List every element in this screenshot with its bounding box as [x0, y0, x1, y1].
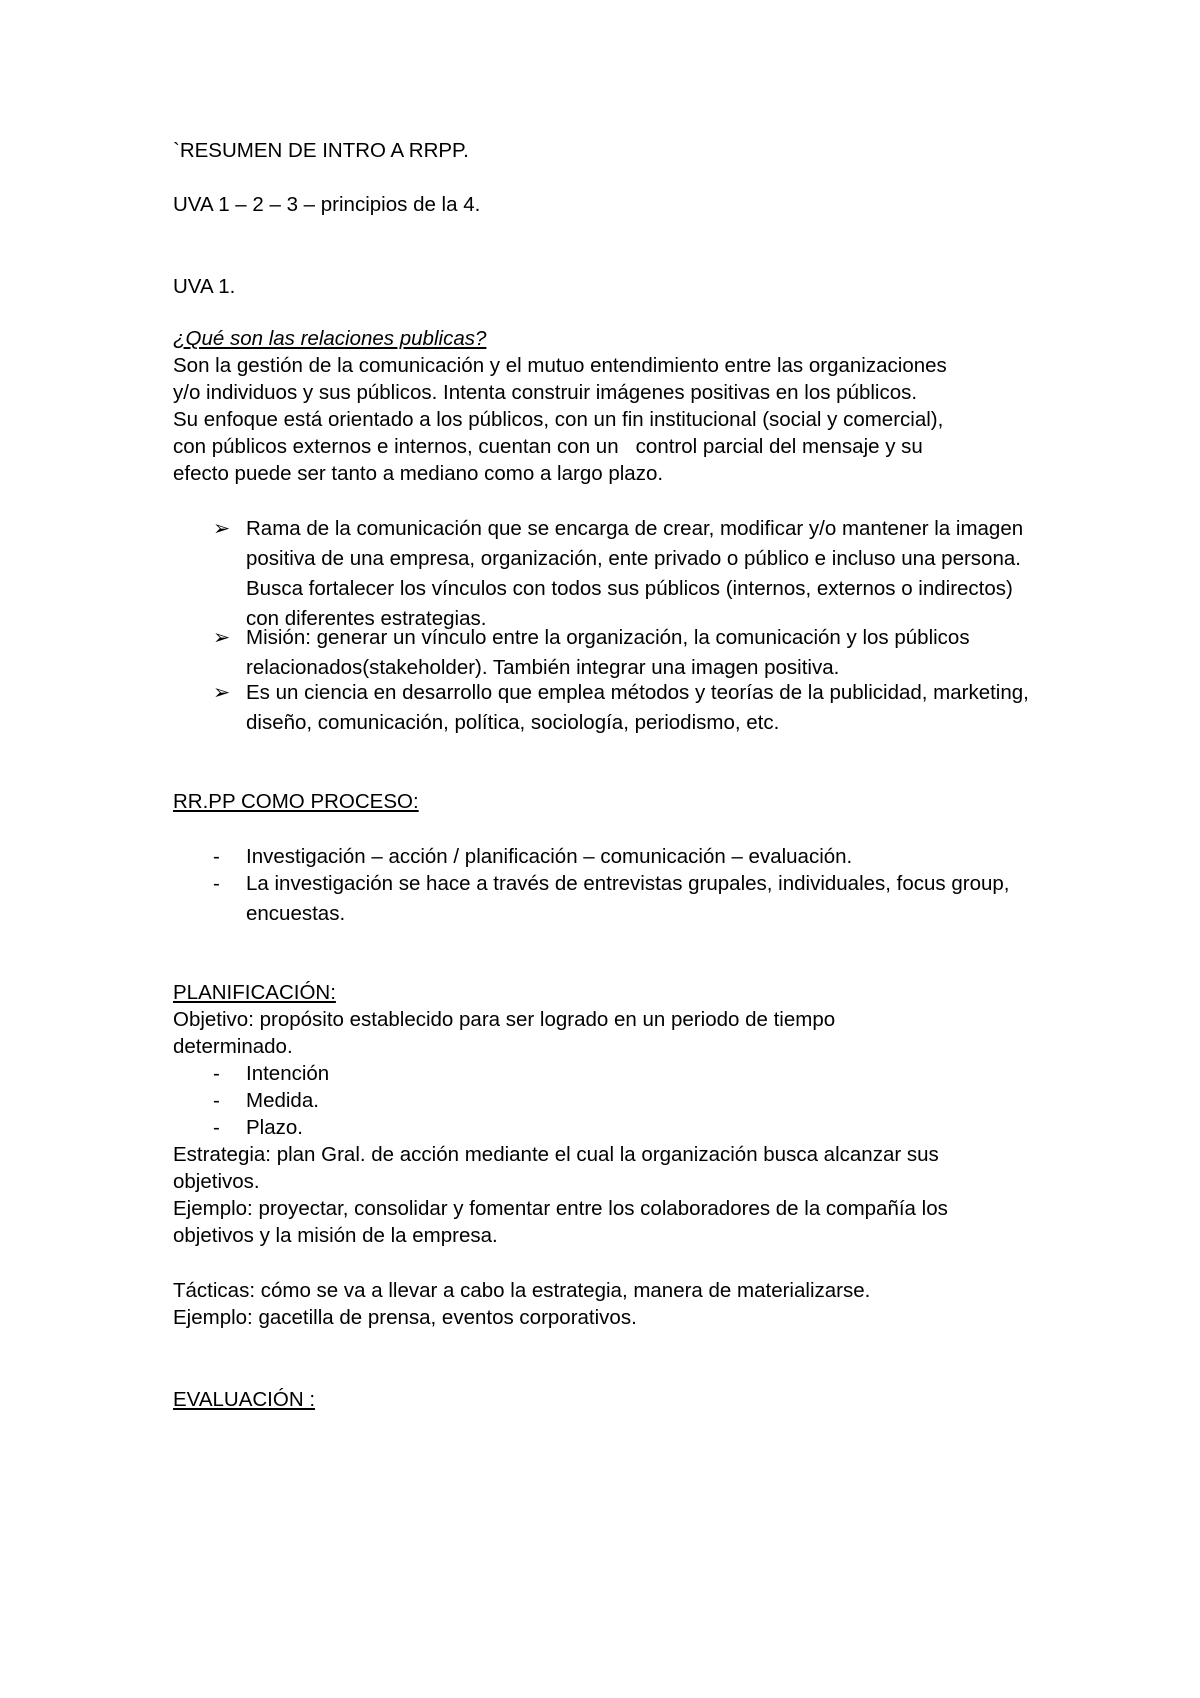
dash-bullet: -	[213, 1116, 220, 1139]
estrategia-line: objetivos.	[173, 1170, 260, 1193]
arrow-item-text: Misión: generar un vínculo entre la organización, la comunicación y los públicos relacionados(stakeholder). También integrar una imagen positiva.	[246, 626, 970, 679]
intro-line: Su enfoque está orientado a los públicos, con un fin institucional (social y comercial),	[173, 408, 944, 431]
question-heading: ¿Qué son las relaciones publicas?	[173, 327, 487, 350]
dash-bullet: -	[213, 1089, 220, 1112]
intro-line: Son la gestión de la comunicación y el mutuo entendimiento entre las organizaciones	[173, 354, 947, 377]
document-subtitle: UVA 1 – 2 – 3 – principios de la 4.	[173, 193, 481, 216]
dash-bullet: -	[213, 872, 220, 895]
intro-line: y/o individuos y sus públicos. Intenta construir imágenes positivas en los públicos.	[173, 381, 918, 404]
dash-item-text: Intención	[246, 1062, 330, 1085]
arrow-item-text: Es un ciencia en desarrollo que emplea métodos y teorías de la publicidad, marketing, diseño, comunicación, política, sociología, periodismo, etc.	[246, 681, 1029, 734]
dash-bullet: -	[213, 845, 220, 868]
dash-item-text: Investigación – acción / planificación – comunicación – evaluación.	[246, 845, 853, 868]
document-title: `RESUMEN DE INTRO A RRPP.	[173, 139, 469, 162]
tacticas-line: Ejemplo: gacetilla de prensa, eventos corporativos.	[173, 1306, 637, 1329]
planificacion-heading: PLANIFICACIÓN:	[173, 981, 336, 1004]
evaluacion-heading: EVALUACIÓN :	[173, 1388, 316, 1411]
arrow-bullet-icon: ➢	[213, 626, 231, 649]
objetivo-line: determinado.	[173, 1035, 293, 1058]
tacticas-line: Tácticas: cómo se va a llevar a cabo la estrategia, manera de materializarse.	[173, 1279, 871, 1302]
dash-item-text: Plazo.	[246, 1116, 303, 1139]
objetivo-line: Objetivo: propósito establecido para ser logrado en un periodo de tiempo	[173, 1008, 836, 1031]
arrow-item-text: Rama de la comunicación que se encarga de crear, modificar y/o mantener la imagen positiva de una empresa, organización, ente privado o público e incluso una persona. Busca fortalecer los vínculos con todos sus públicos (internos, externos o indirectos) con diferentes estrategias.	[246, 517, 1024, 630]
arrow-bullet-icon: ➢	[213, 517, 231, 540]
intro-line: con públicos externos e internos, cuentan con un control parcial del mensaje y su	[173, 435, 923, 458]
proceso-heading: RR.PP COMO PROCESO:	[173, 790, 419, 813]
arrow-bullet-icon: ➢	[213, 681, 231, 704]
dash-bullet: -	[213, 1062, 220, 1085]
intro-line: efecto puede ser tanto a mediano como a largo plazo.	[173, 462, 664, 485]
uva-heading: UVA 1.	[173, 275, 236, 298]
estrategia-line: Ejemplo: proyectar, consolidar y fomentar entre los colaboradores de la compañía los	[173, 1197, 948, 1220]
dash-item-text: La investigación se hace a través de entrevistas grupales, individuales, focus group, encuestas.	[246, 872, 1010, 925]
dash-item-text: Medida.	[246, 1089, 319, 1112]
estrategia-line: objetivos y la misión de la empresa.	[173, 1224, 498, 1247]
estrategia-line: Estrategia: plan Gral. de acción mediante el cual la organización busca alcanzar sus	[173, 1143, 939, 1166]
